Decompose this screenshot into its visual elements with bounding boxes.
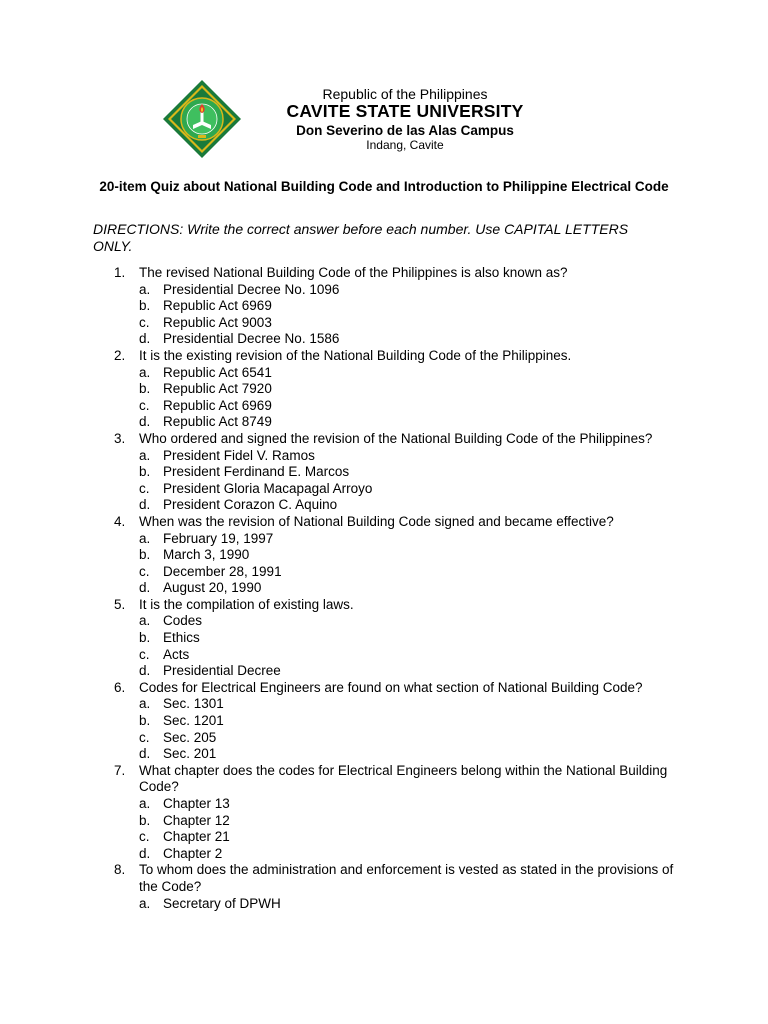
question-number: 5.	[114, 596, 126, 612]
option-letter: a.	[139, 447, 151, 463]
answer-option	[0, 829, 768, 846]
option-letter: d.	[139, 414, 151, 430]
option-text: Chapter 21	[163, 829, 230, 845]
option-letter: a.	[139, 696, 151, 712]
option-text: Ethics	[163, 630, 200, 646]
question-item	[0, 265, 684, 282]
option-letter: a.	[139, 796, 151, 811]
option-letter: b.	[139, 298, 151, 314]
option-letter: a.	[139, 530, 151, 546]
quiz-directions: DIRECTIONS: Write the correct answer before each number. Use CAPITAL LETTERS ONLY.	[93, 221, 629, 254]
option-text: March 3, 1990	[163, 547, 250, 563]
option-text: Republic Act 8749	[163, 414, 272, 430]
option-text: Sec. 205	[163, 729, 217, 745]
question-text: When was the revision of National Building Code signed and became effective?	[139, 513, 614, 529]
answer-option	[0, 713, 768, 730]
option-text: Chapter 2	[163, 845, 223, 861]
option-letter: b.	[139, 547, 151, 563]
option-text: August 20, 1990	[163, 580, 262, 596]
question-list	[0, 265, 768, 912]
answer-option	[0, 630, 768, 647]
answer-option	[0, 448, 768, 465]
option-text: Presidential Decree No. 1096	[163, 281, 340, 297]
answer-option	[0, 647, 768, 664]
answer-option	[0, 331, 768, 348]
option-letter: c.	[139, 397, 150, 413]
option-text: Presidential Decree No. 1586	[163, 331, 340, 347]
option-letter: c.	[139, 829, 150, 845]
answer-option	[0, 531, 768, 548]
option-letter: d.	[139, 663, 151, 679]
option-text: Acts	[163, 646, 190, 662]
answer-option	[0, 746, 768, 763]
option-letter: a.	[139, 364, 151, 380]
answer-option	[0, 381, 768, 398]
question-number: 4.	[114, 513, 126, 529]
option-letter: c.	[139, 646, 150, 662]
option-letter: a.	[139, 895, 151, 911]
option-letter: c.	[139, 563, 150, 579]
answer-option	[0, 796, 768, 813]
option-text: President Corazon C. Aquino	[163, 497, 338, 513]
campus-name: Don Severino de las Alas Campus	[296, 123, 514, 138]
option-letter: b.	[139, 812, 151, 828]
answer-option	[0, 580, 768, 597]
option-text: Chapter 13	[163, 796, 230, 811]
question-text: Codes for Electrical Engineers are found on what section of National Building Code?	[139, 679, 643, 695]
option-letter: b.	[139, 713, 151, 729]
option-letter: b.	[139, 630, 151, 646]
question-text: Who ordered and signed the revision of the National Building Code of the Philippines?	[139, 430, 653, 446]
option-letter: d.	[139, 331, 151, 347]
question-number: 3.	[114, 430, 126, 446]
option-text: Presidential Decree	[163, 663, 281, 679]
question-item	[0, 597, 684, 614]
option-text: President Fidel V. Ramos	[163, 447, 315, 463]
option-letter: a.	[139, 281, 151, 297]
answer-option	[0, 564, 768, 581]
option-letter: d.	[139, 845, 151, 861]
question-text: It is the compilation of existing laws.	[139, 596, 354, 612]
option-text: Sec. 1201	[163, 713, 224, 729]
option-text: February 19, 1997	[163, 530, 274, 546]
answer-option	[0, 298, 768, 315]
option-letter: d.	[139, 746, 151, 762]
question-text: It is the existing revision of the National Building Code of the Philippines.	[139, 347, 572, 363]
university-name: CAVITE STATE UNIVERSITY	[286, 101, 524, 121]
answer-option	[0, 813, 768, 830]
answer-option	[0, 497, 768, 514]
answer-option	[0, 481, 768, 498]
answer-option	[0, 414, 768, 431]
option-letter: b.	[139, 381, 151, 397]
option-letter: a.	[139, 613, 151, 629]
option-letter: d.	[139, 580, 151, 596]
option-letter: c.	[139, 729, 150, 745]
question-item	[0, 763, 684, 796]
option-text: Republic Act 7920	[163, 381, 272, 397]
option-text: President Ferdinand E. Marcos	[163, 464, 350, 480]
option-text: Republic Act 6541	[163, 364, 272, 380]
answer-option	[0, 547, 768, 564]
option-text: Republic Act 9003	[163, 314, 272, 330]
option-letter: b.	[139, 464, 151, 480]
option-text: Chapter 12	[163, 812, 230, 828]
option-text: Codes	[163, 613, 203, 629]
answer-option	[0, 365, 768, 382]
option-text: Sec. 201	[163, 746, 217, 762]
option-letter: d.	[139, 497, 151, 513]
answer-option	[0, 846, 768, 863]
question-number: 2.	[114, 347, 126, 363]
question-item	[0, 680, 684, 697]
answer-option	[0, 613, 768, 630]
question-item	[0, 348, 684, 365]
answer-option	[0, 696, 768, 713]
answer-option	[0, 730, 768, 747]
campus-location: Indang, Cavite	[366, 138, 444, 152]
question-number: 6.	[114, 679, 126, 695]
option-letter: c.	[139, 480, 150, 496]
country-heading: Republic of the Philippines	[322, 86, 488, 102]
question-text: To whom does the administration and enforcement is vested as stated in the provisions of the Code?	[139, 862, 674, 894]
answer-option	[0, 315, 768, 332]
answer-option	[0, 282, 768, 299]
option-text: President Gloria Macapagal Arroyo	[163, 480, 373, 496]
question-item	[0, 514, 684, 531]
answer-option	[0, 464, 768, 481]
answer-option	[0, 663, 768, 680]
question-item	[0, 431, 684, 448]
option-letter: c.	[139, 314, 150, 330]
answer-option	[0, 398, 768, 415]
option-text: Sec. 1301	[163, 696, 224, 712]
question-text: The revised National Building Code of the Philippines is also known as?	[139, 265, 568, 280]
question-item	[0, 862, 684, 895]
question-number: 8.	[114, 862, 126, 878]
option-text: Republic Act 6969	[163, 397, 272, 413]
quiz-title: 20-item Quiz about National Building Code and Introduction to Philippine Electrical Code	[99, 179, 669, 194]
question-number: 1.	[114, 265, 126, 280]
question-number: 7.	[114, 762, 126, 778]
option-text: December 28, 1991	[163, 563, 282, 579]
answer-option	[0, 896, 768, 913]
option-text: Republic Act 6969	[163, 298, 272, 314]
option-text: Secretary of DPWH	[163, 895, 281, 911]
question-text: What chapter does the codes for Electrical Engineers belong within the National Building Code?	[139, 762, 668, 795]
